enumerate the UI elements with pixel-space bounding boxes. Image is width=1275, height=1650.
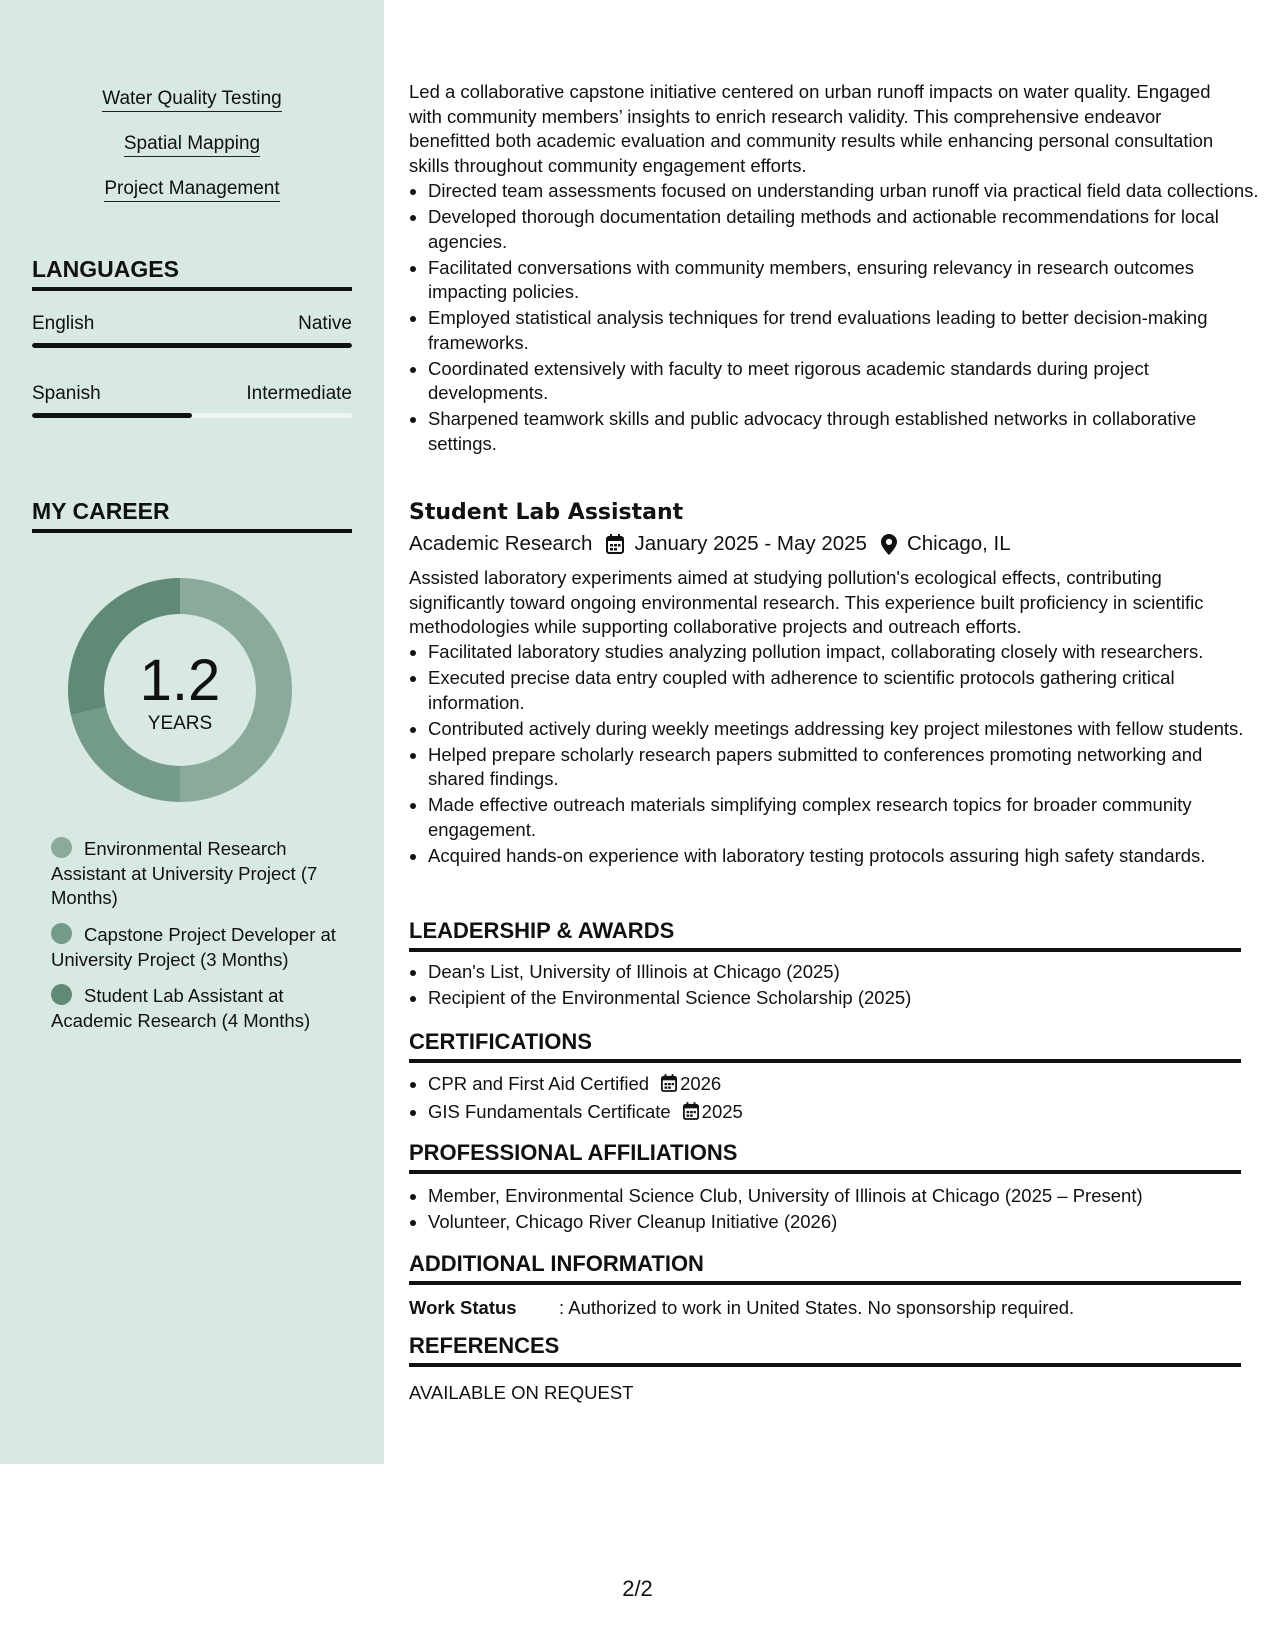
project-summary: Led a collaborative capstone initiative centered on urban runoff impacts on water quality. Engaged with community members’ insights to enrich research validity. This comprehensive endeavor benefitted both academic evaluation and community results while enhancing personal consultation skills throughout community engagement efforts. [409, 81, 1214, 176]
calendar-icon [661, 1074, 677, 1099]
language-row [32, 313, 352, 335]
legend-dot [51, 837, 72, 858]
work-status-label: Work Status [409, 1297, 517, 1318]
cert-name: GIS Fundamentals Certificate [428, 1101, 671, 1122]
language-level: Native [298, 313, 352, 334]
job-meta [409, 532, 1011, 556]
job-dates: January 2025 - May 2025 [634, 532, 867, 555]
cert-year: 2026 [680, 1073, 722, 1094]
list-item: • Contributed actively during weekly meetings addressing key project milestones with fellow students. [428, 717, 1260, 742]
calendar-icon [683, 1102, 699, 1127]
language-bar-fill [32, 343, 352, 348]
career-legend-item: Environmental Research Assistant at University Project (7 Months) [51, 838, 318, 908]
leadership-list [409, 960, 1260, 1012]
list-item: • Sharpened teamwork skills and public advocacy through established networks in collaborative settings. [428, 407, 1260, 456]
references-heading: REFERENCES [409, 1333, 1241, 1367]
career-unit: YEARS [147, 713, 213, 734]
job-bullets [409, 640, 1260, 870]
list-item [428, 1100, 1260, 1127]
language-row [32, 383, 352, 405]
career-legend-item: Capstone Project Developer at University Project (3 Months) [51, 924, 336, 970]
list-item: • Directed team assessments focused on understanding urban runoff via practical field data collections. [428, 179, 1260, 204]
list-item: • Made effective outreach materials simplifying complex research topics for broader community engagement. [428, 793, 1260, 842]
legend-dot [51, 984, 72, 1005]
list-item: • Employed statistical analysis techniques for trend evaluations leading to better decision-making frameworks. [428, 306, 1260, 355]
legend-dot [51, 923, 72, 944]
job-employer: Academic Research [409, 532, 593, 555]
job-summary: Assisted laboratory experiments aimed at studying pollution's ecological effects, contributing significantly toward ongoing environmental research. This experience built proficiency in scientific methodologies while supporting collaborative projects and outreach efforts. [409, 567, 1204, 637]
career-heading: MY CAREER [32, 498, 352, 533]
references-text: AVAILABLE ON REQUEST [409, 1382, 634, 1403]
language-bar [32, 413, 352, 418]
work-status-row [409, 1297, 1074, 1319]
language-bar [32, 343, 352, 348]
project-bullets [409, 179, 1260, 458]
language-name: English [32, 313, 95, 334]
language-bar-fill [32, 413, 192, 418]
list-item: • Member, Environmental Science Club, University of Illinois at Chicago (2025 – Present) [428, 1184, 1260, 1209]
calendar-icon [606, 534, 624, 554]
language-name: Spanish [32, 383, 101, 404]
cert-name: CPR and First Aid Certified [428, 1073, 650, 1094]
affiliations-list [409, 1184, 1260, 1236]
additional-info-heading: ADDITIONAL INFORMATION [409, 1251, 1241, 1285]
list-item: • Helped prepare scholarly research papers submitted to conferences promoting networking and shared findings. [428, 743, 1260, 792]
certifications-list [409, 1072, 1260, 1128]
leadership-heading: LEADERSHIP & AWARDS [409, 918, 1241, 952]
list-item [428, 1072, 1260, 1099]
list-item: • Executed precise data entry coupled with adherence to scientific protocols gathering critical information. [428, 666, 1260, 715]
certifications-heading: CERTIFICATIONS [409, 1029, 1241, 1063]
list-item: • Dean's List, University of Illinois at Chicago (2025) [428, 960, 1260, 985]
list-item: • Acquired hands-on experience with laboratory testing protocols assuring high safety standards. [428, 844, 1260, 869]
list-item: • Volunteer, Chicago River Cleanup Initiative (2026) [428, 1210, 1260, 1235]
cert-year: 2025 [701, 1101, 743, 1122]
skill-item: Spatial Mapping [0, 133, 384, 155]
career-total: 1.2 [139, 648, 221, 713]
career-legend-item: Student Lab Assistant at Academic Research (4 Months) [51, 985, 311, 1031]
job-location: Chicago, IL [906, 532, 1011, 555]
skill-item: Project Management [0, 178, 384, 200]
career-donut-chart [66, 576, 294, 804]
location-pin-icon [881, 534, 897, 555]
list-item: • Recipient of the Environmental Science Scholarship (2025) [428, 986, 1260, 1011]
affiliations-heading: PROFESSIONAL AFFILIATIONS [409, 1140, 1241, 1174]
list-item: • Facilitated conversations with community members, ensuring relevancy in research outcomes impacting policies. [428, 256, 1260, 305]
list-item: • Facilitated laboratory studies analyzing pollution impact, collaborating closely with researchers. [428, 640, 1260, 665]
page-number: 2/2 [622, 1576, 653, 1601]
sidebar [0, 0, 384, 1464]
language-level: Intermediate [246, 383, 352, 404]
job-title: Student Lab Assistant [409, 500, 684, 525]
skill-item: Water Quality Testing [0, 88, 384, 110]
work-status-value: : Authorized to work in United States. No sponsorship required. [559, 1297, 1075, 1318]
list-item: • Developed thorough documentation detailing methods and actionable recommendations for local agencies. [428, 205, 1260, 254]
list-item: • Coordinated extensively with faculty to meet rigorous academic standards during project developments. [428, 357, 1260, 406]
languages-heading: LANGUAGES [32, 256, 352, 291]
